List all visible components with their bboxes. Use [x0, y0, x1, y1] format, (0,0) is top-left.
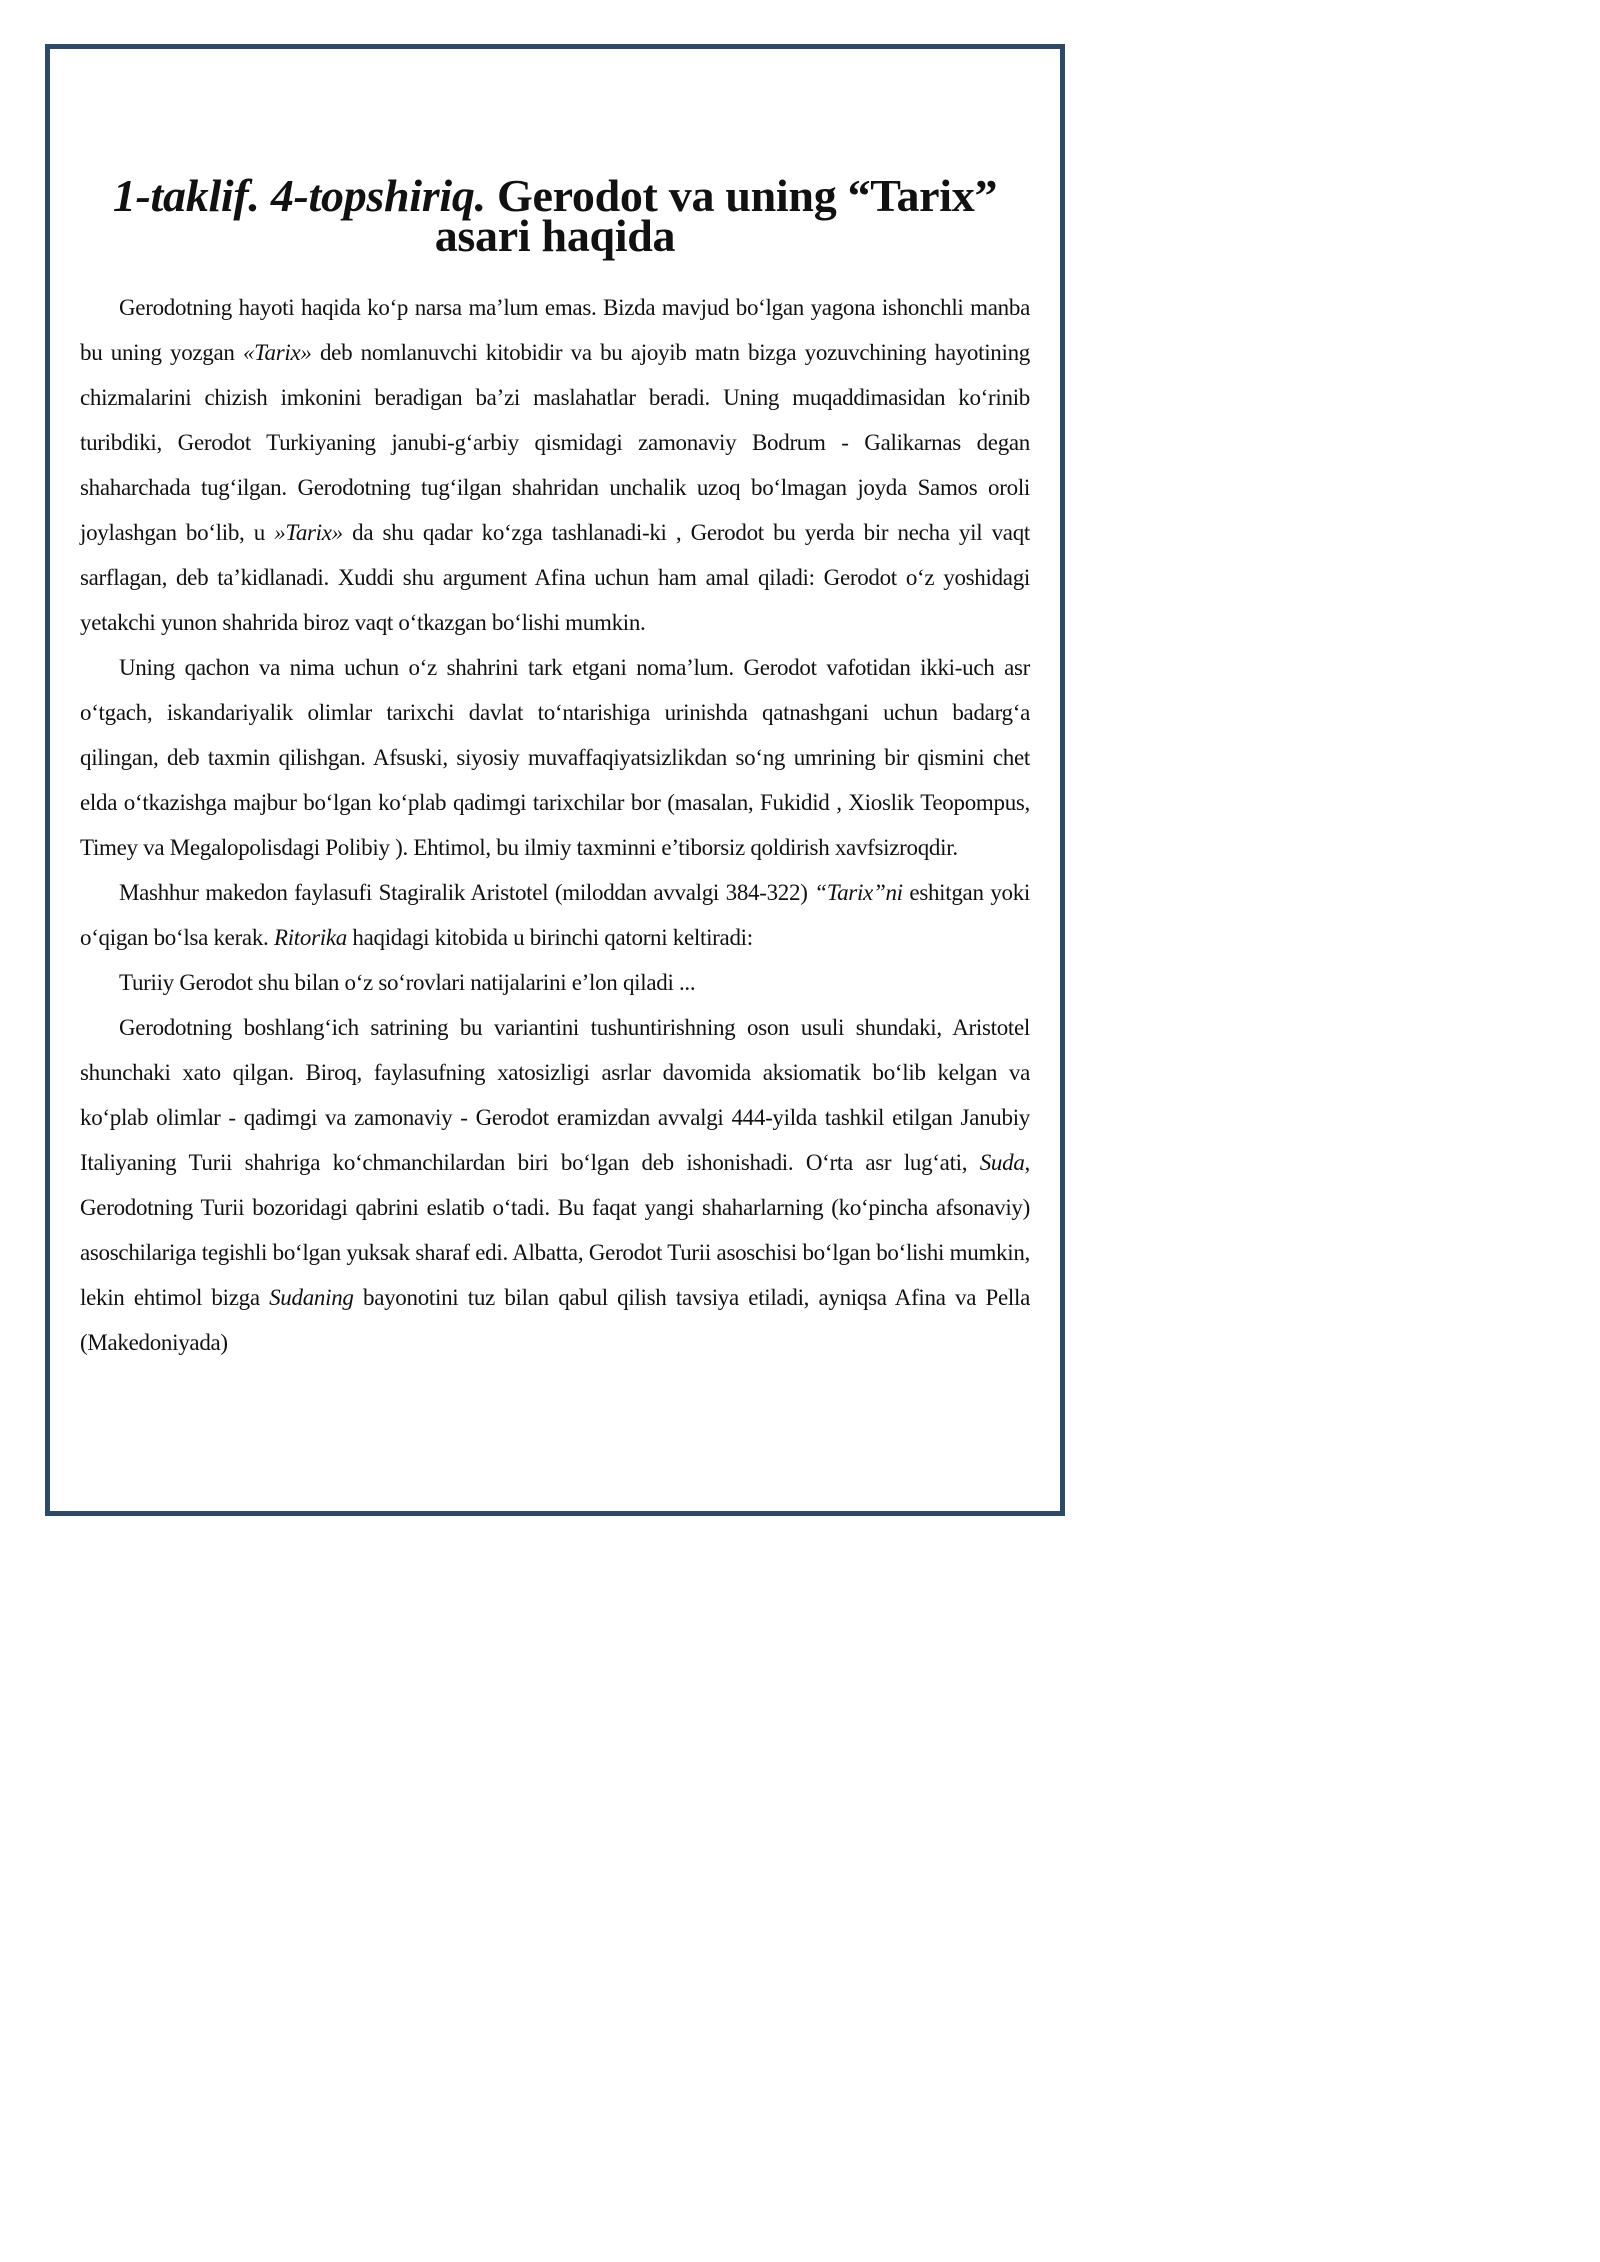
paragraph-text: , Gerodotning Turii bozoridagi qabrini eslatib o‘tadi. Bu faqat yangi shaharlarning (ko‘pincha afsonaviy) asoschilariga tegishli bo‘lgan yuksak sharaf edi. Albatta, Gerodot Turii asoschisi bo‘lgan bo‘lishi mumkin, lekin ehtimol bizga: [80, 1150, 1030, 1310]
paragraph: [80, 870, 1030, 960]
document-body: [80, 170, 1031, 1365]
paragraph-text: Turiiy Gerodot shu bilan o‘z so‘rovlari natijalarini e’lon qiladi ...: [119, 970, 696, 995]
paragraph-text: eshitgan yoki o‘qigan bo‘lsa kerak.: [80, 880, 1031, 950]
title-main-part: Gerodot va uning “Tarix” asari haqida: [434, 170, 998, 261]
paragraph-text: bayonotini tuz bilan qabul qilish tavsiya etiladi, ayniqsa Afina va Pella (Makedoniyada): [80, 1285, 1030, 1355]
paragraph: [80, 1005, 1030, 1365]
italic-text: Ritorika: [273, 925, 347, 950]
italic-text: Sudaning: [269, 1285, 354, 1310]
paragraph-text: Gerodotning hayoti haqida ko‘p narsa ma’lum emas. Bizda mavjud bo‘lgan yagona ishonchli manba bu uning yozgan: [80, 295, 1030, 365]
paragraph-text: Mashhur makedon faylasufi Stagiralik Aristotel (miloddan avvalgi 384-322): [119, 880, 815, 905]
italic-text: “Tarix”ni: [814, 880, 903, 905]
paragraph: [80, 645, 1030, 870]
title-italic-part: 1-taklif. 4-topshiriq.: [112, 170, 486, 221]
paragraph-text: deb nomlanuvchi kitobidir va bu ajoyib matn bizga yozuvchining hayotining chizmalarini chizish imkonini beradigan ba’zi maslahatlar beradi. Uning muqaddimasidan ko‘rinib turibdiki, Gerodot Turkiyaning janubi-g‘arbiy qismidagi zamonaviy Bodrum - Galikarnas degan shaharchada tug‘ilgan. Gerodotning tug‘ilgan shahridan unchalik uzoq bo‘lmagan joyda Samos oroli joylashgan bo‘lib, u: [80, 340, 1030, 545]
italic-text: «Tarix»: [242, 340, 312, 365]
paragraph: [80, 285, 1030, 645]
paragraph-text: haqidagi kitobida u birinchi qatorni keltiradi:: [346, 925, 753, 950]
paragraph-text: Uning qachon va nima uchun o‘z shahrini tark etgani noma’lum. Gerodot vafotidan ikki-uch asr o‘tgach, iskandariyalik olimlar tarixchi davlat to‘ntarishiga urinishda qatnashgani uchun badarg‘a qilingan, deb taxmin qilishgan. Afsuski, siyosiy muvaffaqiyatsizlikdan so‘ng umrining bir qismini chet elda o‘tkazishga majbur bo‘lgan ko‘plab qadimgi tarixchilar bor (masalan, Fukidid , Xioslik Teopompus, Timey va Megalopolisdagi Polibiy ). Ehtimol, bu ilmiy taxminni e’tiborsiz qoldirish xavfsizroqdir.: [80, 655, 1030, 860]
italic-text: Suda: [979, 1150, 1025, 1175]
paragraph-text: da shu qadar ko‘zga tashlanadi-ki , Gerodot bu yerda bir necha yil vaqt sarflagan, deb ta’kidlanadi. Xuddi shu argument Afina uchun ham amal qiladi: Gerodot o‘z yoshidagi yetakchi yunon shahrida biroz vaqt o‘tkazgan bo‘lishi mumkin.: [80, 520, 1030, 635]
document-title: [80, 170, 1030, 261]
italic-text: »Tarix»: [274, 520, 343, 545]
paragraph: [80, 960, 1030, 1005]
paragraph-list: [80, 285, 1030, 1365]
paragraph-text: Gerodotning boshlang‘ich satrining bu variantini tushuntirishning oson usuli shundaki, Aristotel shunchaki xato qilgan. Biroq, faylasufning xatosizligi asrlar davomida aksiomatik bo‘lib kelgan va ko‘plab olimlar - qadimgi va zamonaviy - Gerodot eramizdan avvalgi 444-yilda tashkil etilgan Janubiy Italiyaning Turii shahriga ko‘chmanchilardan biri bo‘lgan deb ishonishadi. O‘rta asr lug‘ati,: [80, 1015, 1030, 1175]
